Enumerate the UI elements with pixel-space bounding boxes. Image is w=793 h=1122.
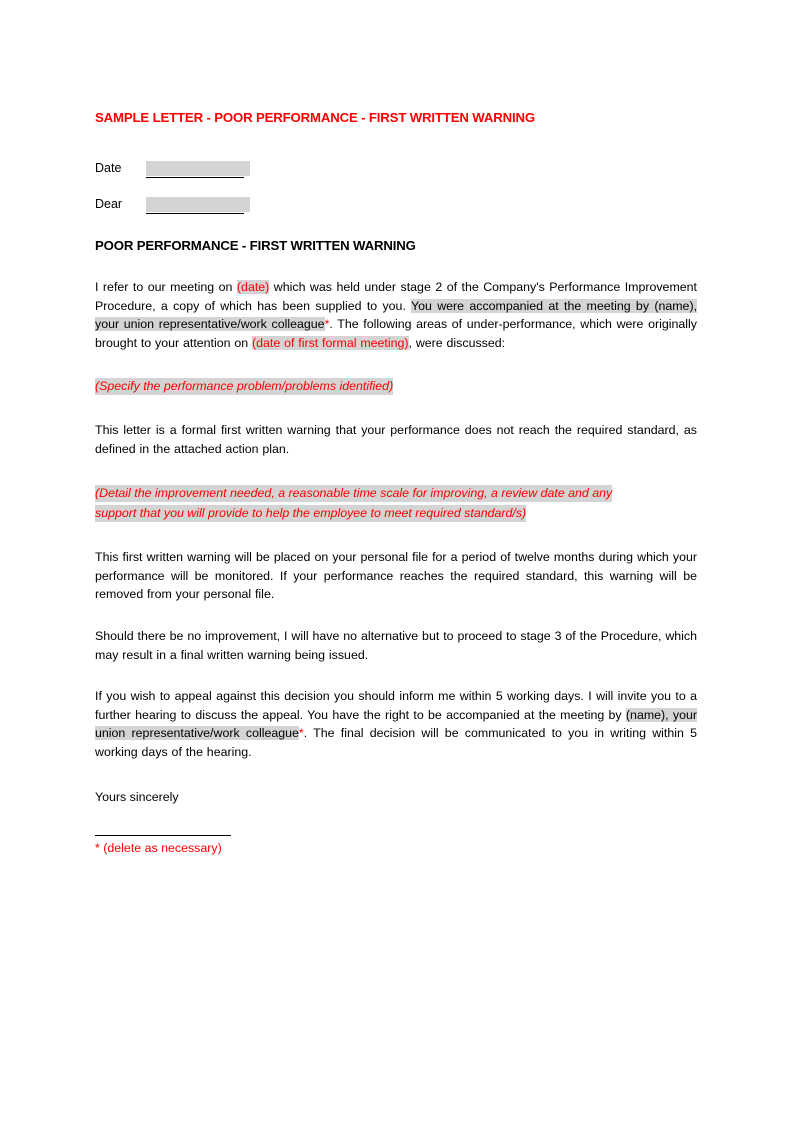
instruction-note-improvement-line-1: (Detail the improvement needed, a reasonable time scale for improving, a review date and any	[95, 486, 613, 501]
instruction-note-improvement-line-2: support that you will provide to help the employee to meet required standard/s)	[95, 506, 527, 521]
paragraph1-part3: . The following areas of under-performance, which were originally brought to your attention on	[95, 317, 697, 350]
dear-label: Dear	[95, 197, 123, 211]
paragraph5-part1: If you wish to appeal against this decision you should inform me within 5 working days. I will invite you to a further hearing to discuss the appeal. You have the right to be accompanied at the meeting by	[95, 689, 697, 722]
paragraph1-part1: I refer to our meeting on	[95, 280, 237, 294]
date-input[interactable]	[146, 161, 250, 176]
placeholder-date[interactable]: (date)	[236, 280, 270, 294]
footnote-divider	[95, 835, 231, 836]
highlight-accompanied-clause: You were accompanied at the meeting by (name), your union representative/work colleague	[95, 298, 698, 332]
date-field-row	[95, 161, 697, 176]
paragraph-appeal	[95, 687, 697, 761]
footnote-delete-as-necessary: * (delete as necessary)	[95, 841, 222, 856]
asterisk-marker-1: *	[324, 317, 330, 332]
dear-input[interactable]	[146, 197, 250, 212]
document-content	[95, 110, 697, 856]
paragraph-personal-file: This first written warning will be placed on your personal file for a period of twelve months during which your performance will be monitored. If your performance reaches the required standard, this warning will be removed from your personal file.	[95, 550, 697, 602]
instruction-note-specify-problem-text: (Specify the performance problem/problems identified)	[95, 379, 394, 394]
paragraph-no-improvement: Should there be no improvement, I will have no alternative but to proceed to stage 3 of the Procedure, which may result in a final written warning being issued.	[95, 628, 697, 662]
paragraph5-part2: . The final decision will be communicated to you in writing within 5 working days of the hearing.	[95, 726, 698, 759]
placeholder-first-formal-meeting-date[interactable]: (date of first formal meeting)	[252, 335, 409, 350]
paragraph-meeting-reference	[95, 278, 697, 352]
paragraph1-part4: , were discussed:	[408, 335, 506, 350]
dear-field-row	[95, 197, 697, 212]
asterisk-marker-2: *	[298, 726, 304, 741]
paragraph-formal-warning: This letter is a formal first written warning that your performance does not reach the required standard, as defined in the attached action plan.	[95, 422, 697, 456]
date-label: Date	[95, 161, 122, 175]
highlight-appeal-companion-clause: (name), your union representative/work colleague	[95, 707, 697, 741]
paragraph1-part2: which was held under stage 2 of the Company's Performance Improvement Procedure, a copy of which has been supplied to you.	[95, 280, 697, 313]
instruction-note-specify-problem	[95, 377, 697, 396]
section-heading: POOR PERFORMANCE - FIRST WRITTEN WARNING	[95, 238, 416, 253]
instruction-note-improvement-detail	[95, 483, 697, 523]
document-title: SAMPLE LETTER - POOR PERFORMANCE - FIRST WRITTEN WARNING	[95, 110, 535, 125]
closing-salutation: Yours sincerely	[95, 789, 179, 804]
